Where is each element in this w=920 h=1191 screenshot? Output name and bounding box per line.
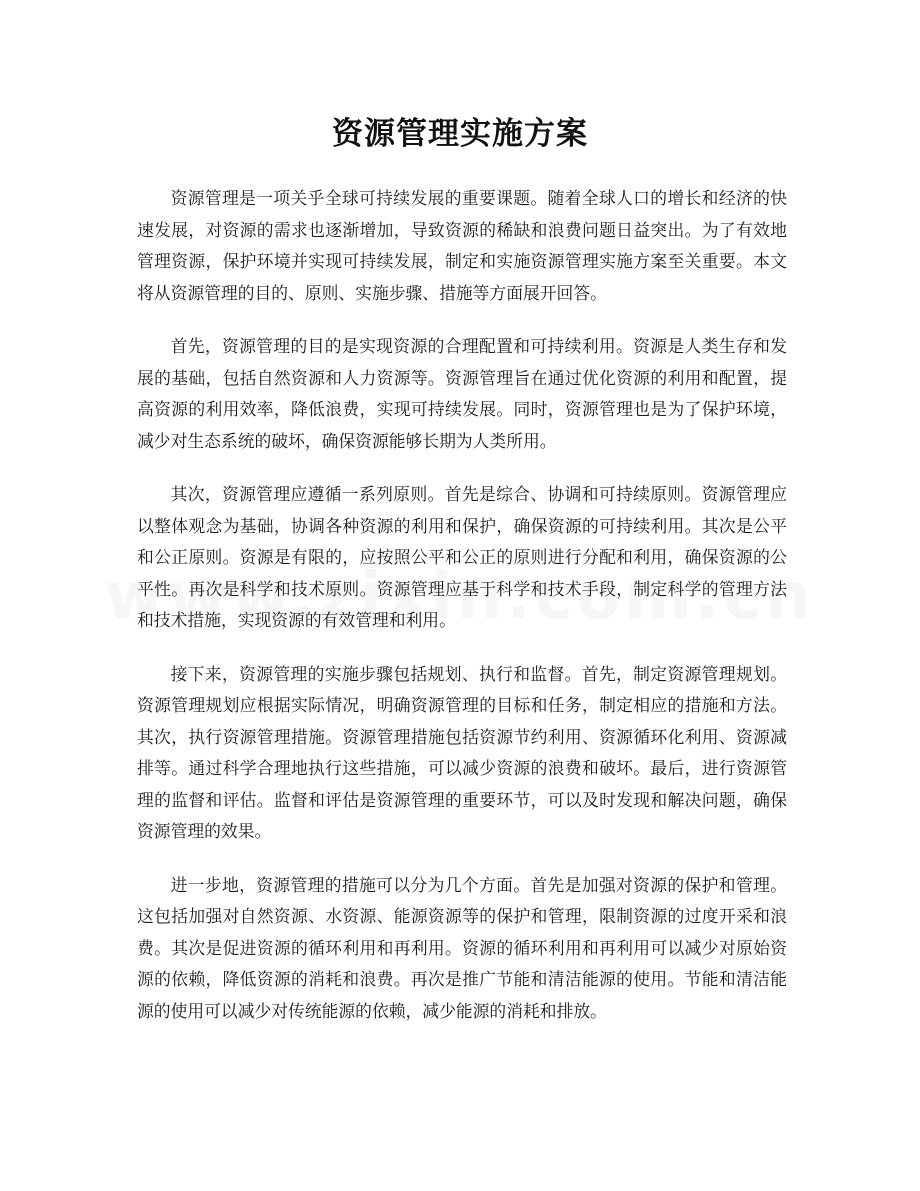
document-title: 资源管理实施方案 [332, 116, 588, 152]
paragraph-purpose: 首先，资源管理的目的是实现资源的合理配置和可持续利用。资源是人类生存和发展的基础，包括自然资源和人力资源等。资源管理旨在通过优化资源的利用和配置，提高资源的利用效率，降低浪费，实现可持续发展。同时，资源管理也是为了保护环境，减少对生态系统的破坏，确保资源能够长期为人类所用。 [137, 336, 787, 451]
paragraph-principles: 其次，资源管理应遵循一系列原则。首先是综合、协调和可持续原则。资源管理应以整体观念为基础，协调各种资源的利用和保护，确保资源的可持续利用。其次是公平和公正原则。资源是有限的，应按照公平和公正的原则进行分配和利用，确保资源的公平性。再次是科学和技术原则。资源管理应基于科学和技术手段，制定科学的管理方法和技术措施，实现资源的有效管理和利用。 [137, 484, 787, 630]
paragraph-measures: 进一步地，资源管理的措施可以分为几个方面。首先是加强对资源的保护和管理。这包括加强对自然资源、水资源、能源资源等的保护和管理，限制资源的过度开采和浪费。其次是促进资源的循环利用和再利用。资源的循环利用和再利用可以减少对原始资源的依赖，降低资源的消耗和浪费。再次是推广节能和清洁能源的使用。节能和清洁能源的使用可以减少对传统能源的依赖，减少能源的消耗和排放。 [137, 874, 787, 1021]
paragraph-steps: 接下来，资源管理的实施步骤包括规划、执行和监督。首先，制定资源管理规划。资源管理规划应根据实际情况，明确资源管理的目标和任务，制定相应的措施和方法。其次，执行资源管理措施。资源管理措施包括资源节约利用、资源循环化利用、资源减排等。通过科学合理地执行这些措施，可以减少资源的浪费和破坏。最后，进行资源管理的监督和评估。监督和评估是资源管理的重要环节，可以及时发现和解决问题，确保资源管理的效果。 [137, 663, 787, 841]
paragraph-intro: 资源管理是一项关乎全球可持续发展的重要课题。随着全球人口的增长和经济的快速发展，对资源的需求也逐渐增加，导致资源的稀缺和浪费问题日益突出。为了有效地管理资源，保护环境并实现可持续发展，制定和实施资源管理实施方案至关重要。本文将从资源管理的目的、原则、实施步骤、措施等方面展开回答。 [137, 188, 787, 303]
document-body [137, 183, 787, 1049]
